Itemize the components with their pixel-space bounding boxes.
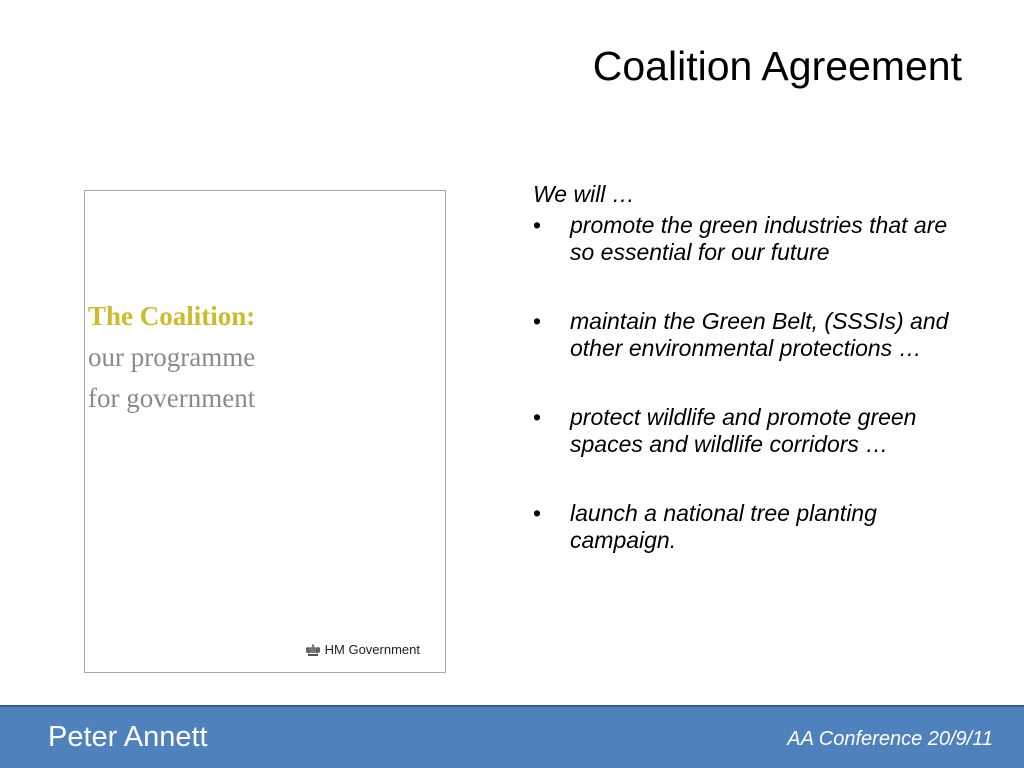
cover-heading bbox=[88, 296, 255, 419]
royal-crest-icon bbox=[305, 643, 321, 657]
footer-event: AA Conference 20/9/11 bbox=[787, 728, 993, 750]
bullet-glyph: • bbox=[533, 308, 542, 334]
bullet-list bbox=[533, 212, 973, 554]
cover-publisher bbox=[305, 642, 420, 657]
bullet-item bbox=[533, 212, 973, 266]
bullet-glyph: • bbox=[533, 404, 542, 430]
cover-image bbox=[84, 190, 446, 673]
cover-heading-sub-line-2: for government bbox=[88, 383, 256, 413]
intro-text: We will … bbox=[533, 181, 635, 207]
footer-bar bbox=[0, 705, 1024, 768]
bullet-item bbox=[533, 500, 973, 554]
cover-heading-sub-line-1: our programme bbox=[88, 342, 256, 372]
bullet-text: protect wildlife and promote green spaces and wildlife corridors … bbox=[570, 404, 917, 457]
slide-title: Coalition Agreement bbox=[592, 43, 962, 89]
cover-publisher-label: HM Government bbox=[324, 642, 420, 657]
bullet-text: maintain the Green Belt, (SSSIs) and other environmental protections … bbox=[570, 308, 949, 361]
content-text-block bbox=[533, 181, 973, 554]
bullet-item bbox=[533, 404, 973, 458]
cover-heading-main: The Coalition: bbox=[88, 301, 256, 331]
bullet-item bbox=[533, 308, 973, 362]
bullet-glyph: • bbox=[533, 212, 542, 238]
footer-author: Peter Annett bbox=[48, 721, 208, 753]
bullet-text: launch a national tree planting campaign. bbox=[570, 500, 877, 553]
bullet-glyph: • bbox=[533, 500, 542, 526]
bullet-text: promote the green industries that are so essential for our future bbox=[570, 212, 948, 265]
